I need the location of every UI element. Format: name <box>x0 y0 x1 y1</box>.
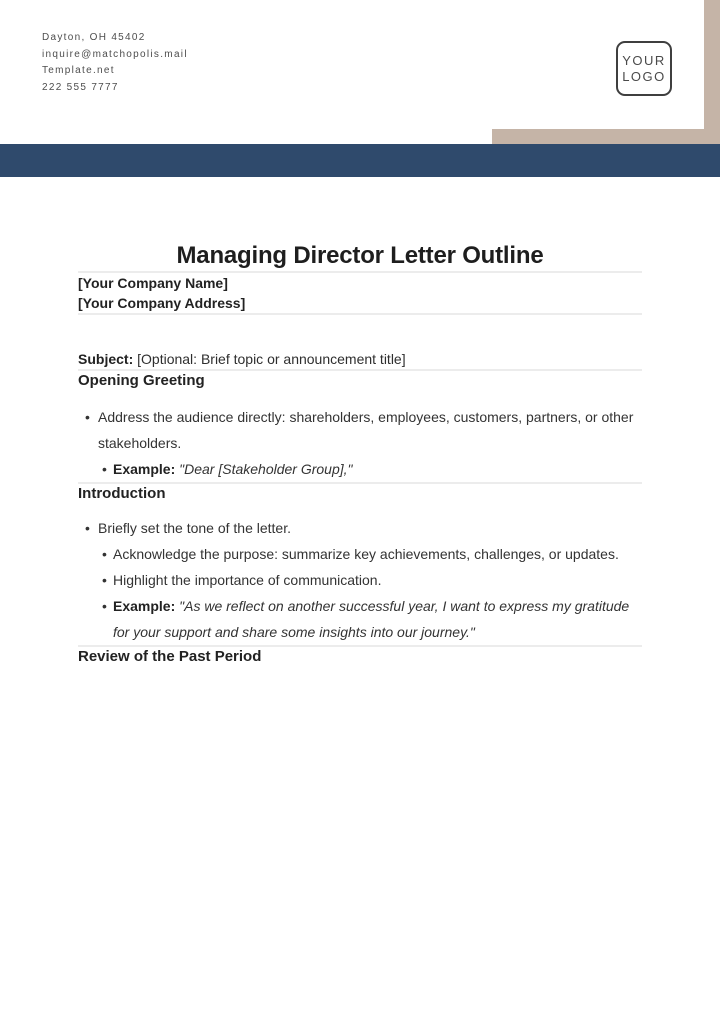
letterhead <box>0 0 720 177</box>
contact-website: Template.net <box>42 65 115 76</box>
navy-banner-bar <box>0 144 720 177</box>
subject-label: Subject: <box>78 351 134 367</box>
contact-phone: 222 555 7777 <box>42 81 119 93</box>
list-item: • Highlight the importance of communication. <box>78 567 642 593</box>
introduction-list <box>78 515 642 645</box>
contact-city: Dayton, OH 45402 <box>42 32 146 43</box>
section-heading-opening-greeting: Opening Greeting <box>78 372 205 389</box>
example-label: Example: <box>113 461 176 477</box>
list-item-example <box>78 456 642 482</box>
subject-line <box>78 349 642 369</box>
page-title: Managing Director Letter Outline <box>176 242 544 269</box>
list-item: • Acknowledge the purpose: summarize key achievements, challenges, or updates. <box>78 541 642 567</box>
beige-accent-horizontal <box>492 129 720 144</box>
beige-accent-vertical <box>704 0 720 144</box>
list-item-example <box>78 593 642 645</box>
subject-value: [Optional: Brief topic or announcement title] <box>137 351 406 367</box>
section-heading-review-past-period: Review of the Past Period <box>78 648 262 665</box>
logo-text-line2: LOGO <box>622 68 666 84</box>
list-item: • Address the audience directly: shareholders, employees, customers, partners, or other stakeholders. <box>78 404 642 456</box>
contact-block <box>42 30 188 96</box>
example-label: Example: <box>113 598 176 614</box>
logo-text-line1: YOUR <box>622 52 666 68</box>
contact-email: inquire@matchopolis.mail <box>42 48 188 60</box>
company-name: [Your Company Name] <box>78 275 228 291</box>
divider <box>78 313 642 315</box>
list-item: • Briefly set the tone of the letter. <box>78 515 642 541</box>
example-text: "As we reflect on another successful year, I want to express my gratitude for your support and share some insights into our journey." <box>113 598 630 640</box>
logo-placeholder <box>616 41 672 96</box>
example-text: "Dear [Stakeholder Group]," <box>179 461 353 477</box>
company-address: [Your Company Address] <box>78 295 246 311</box>
section-heading-introduction: Introduction <box>78 485 166 502</box>
opening-greeting-list <box>78 404 642 482</box>
document-body <box>0 241 720 667</box>
